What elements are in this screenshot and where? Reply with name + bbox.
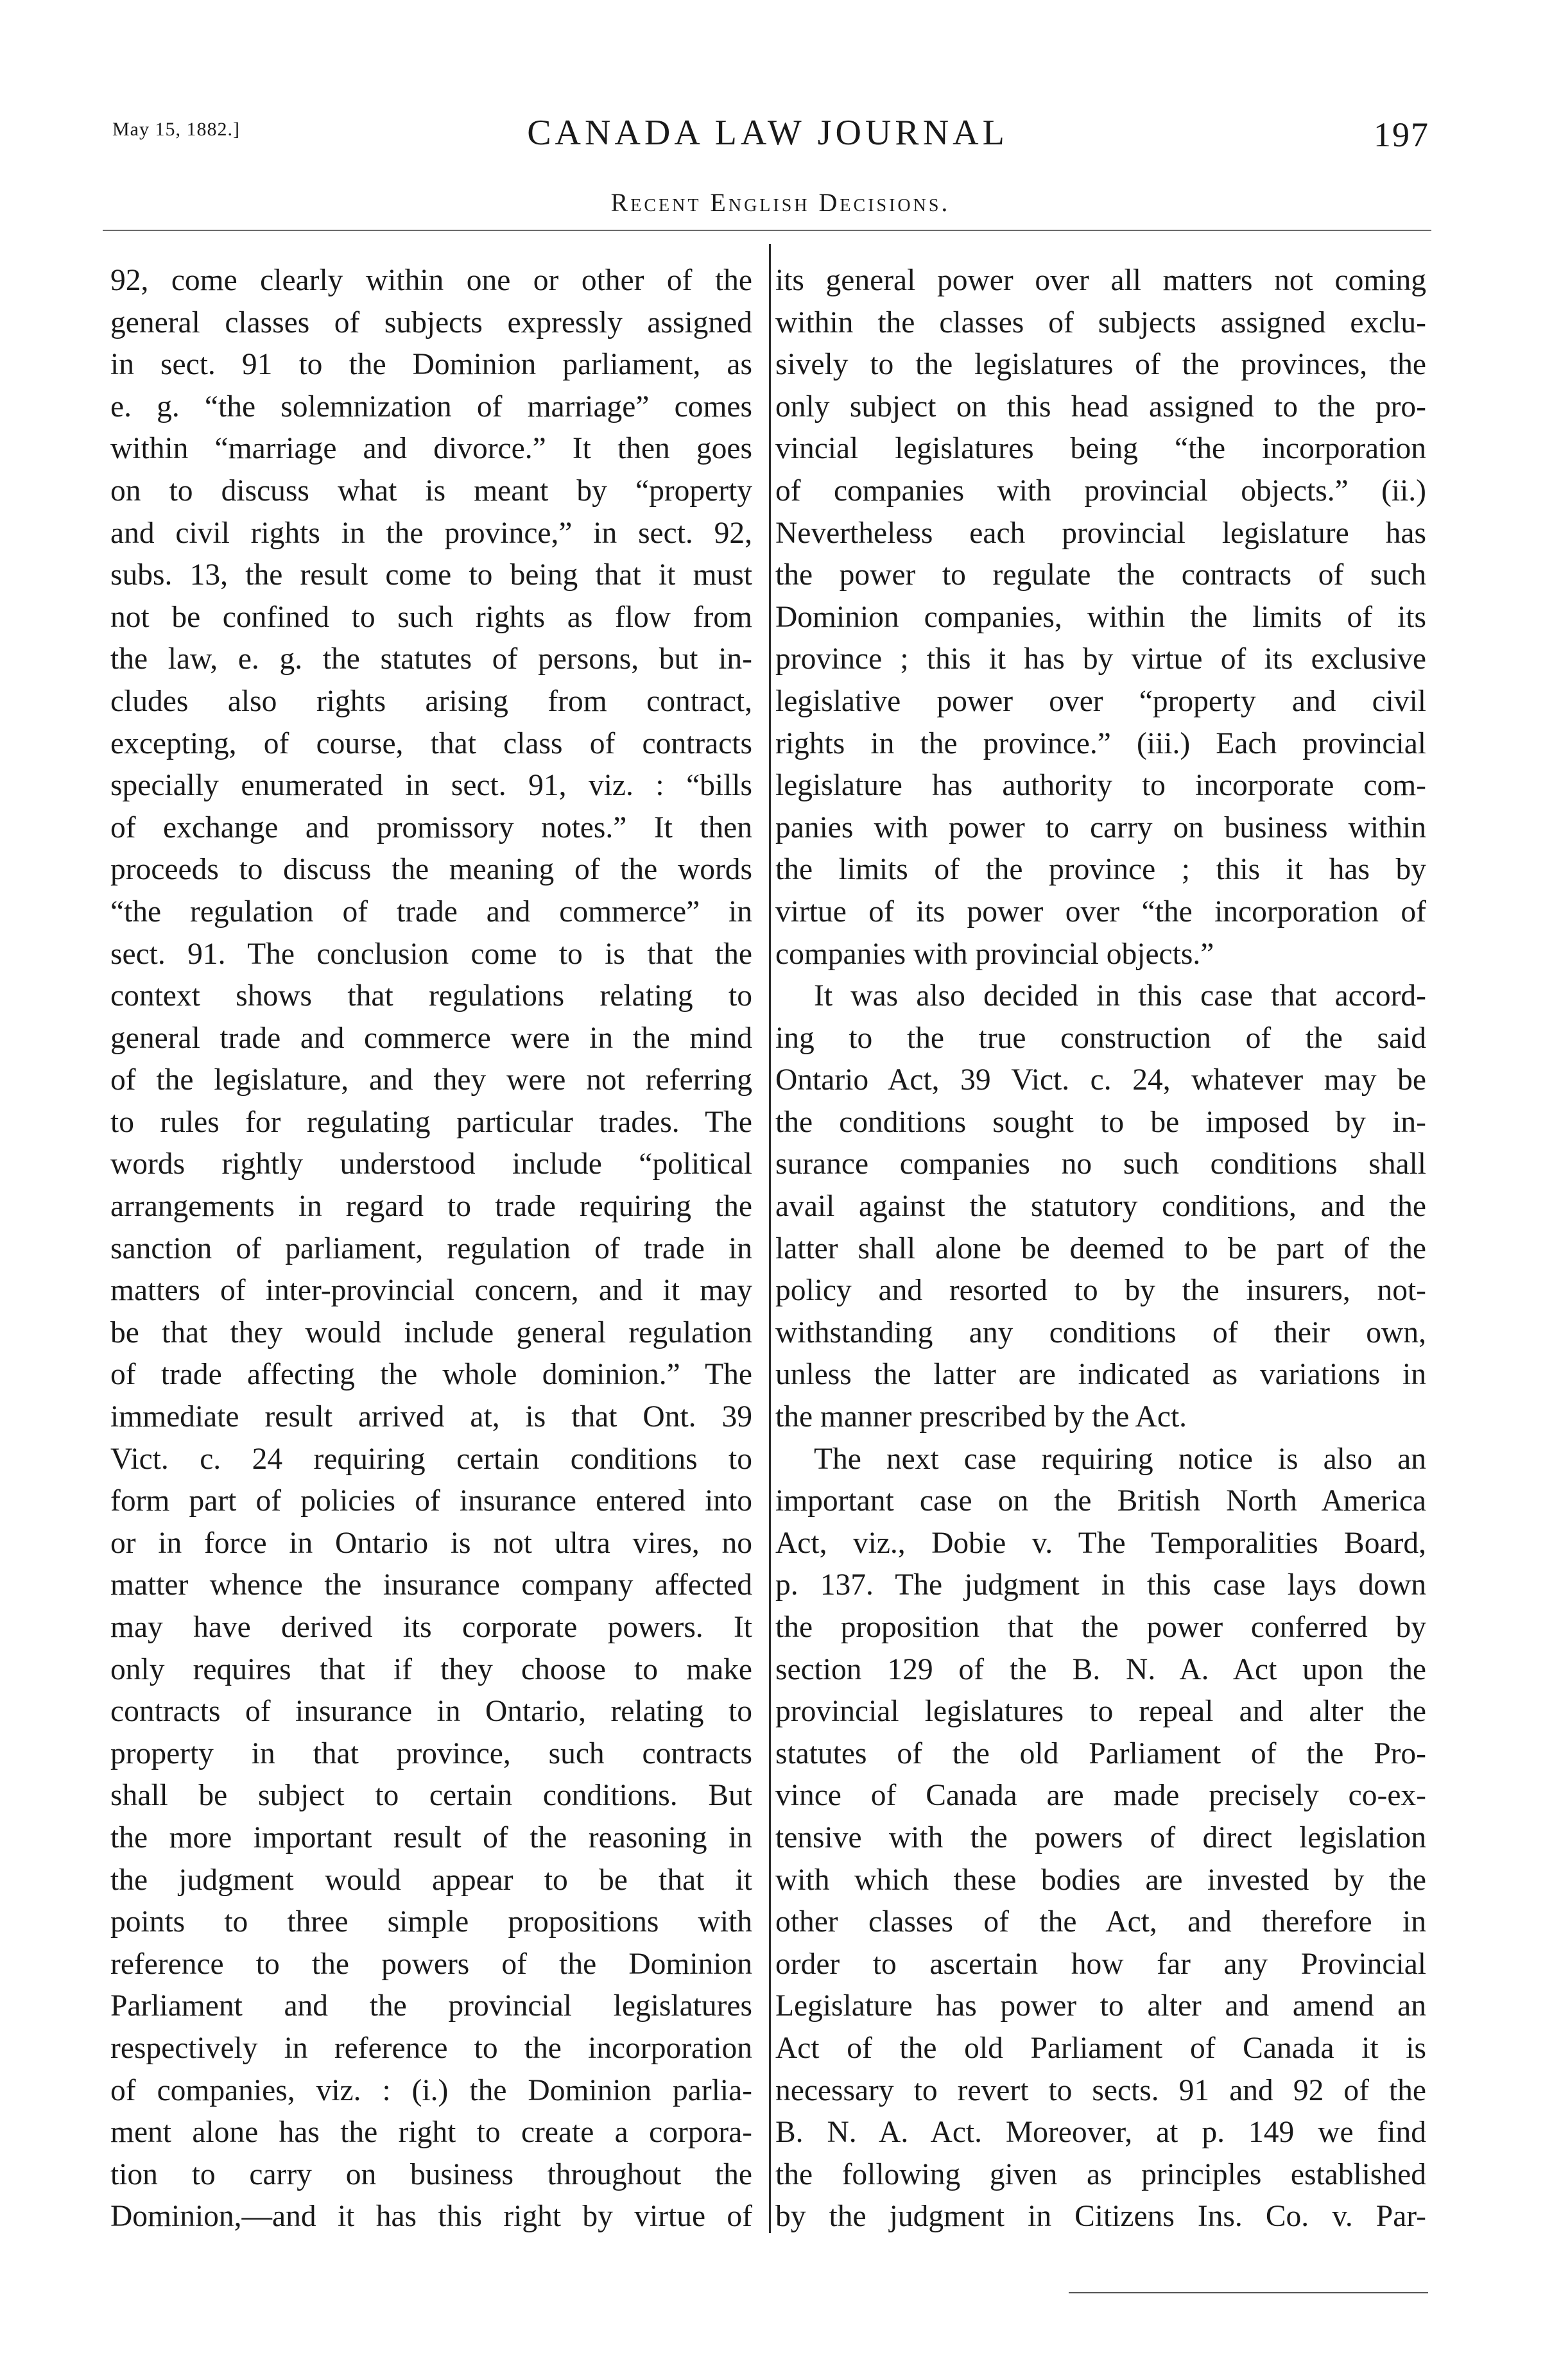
right-column <box>775 260 1426 2238</box>
text-line: reference to the powers of the Dominion <box>110 1947 752 1981</box>
text-line: points to three simple propositions with <box>110 1905 752 1939</box>
text-line: Act, viz., Dobie v. The Temporalities Board, <box>775 1526 1426 1560</box>
text-line: Legislature has power to alter and amend an <box>775 1989 1426 2023</box>
text-line: avail against the statutory conditions, and the <box>775 1190 1426 1224</box>
text-line: the law, e. g. the statutes of persons, but in- <box>110 642 752 676</box>
text-line: the proposition that the power conferred by <box>775 1611 1426 1644</box>
header-rule <box>103 230 1431 231</box>
text-line: companies with provincial objects.” <box>775 937 1214 971</box>
text-line: legislature has authority to incorporate com- <box>775 769 1426 803</box>
text-line: unless the latter are indicated as variations in <box>775 1358 1426 1392</box>
text-line: its general power over all matters not coming <box>775 264 1426 297</box>
text-line: panies with power to carry on business within <box>775 810 1426 844</box>
text-line: policy and resorted to by the insurers, not- <box>775 1274 1426 1308</box>
text-line: proceeds to discuss the meaning of the words <box>110 853 752 887</box>
text-line: of the legislature, and they were not referring <box>110 1063 752 1097</box>
text-line: necessary to revert to sects. 91 and 92 of the <box>775 2073 1426 2107</box>
text-line: of trade affecting the whole dominion.” The <box>110 1358 752 1392</box>
text-line: ment alone has the right to create a corpora- <box>110 2116 752 2150</box>
section-title: Recent English Decisions. <box>610 188 951 217</box>
text-line: specially enumerated in sect. 91, viz. : “bills <box>110 769 752 803</box>
text-line: in sect. 91 to the Dominion parliament, as <box>110 348 752 382</box>
text-line: of companies, viz. : (i.) the Dominion parlia- <box>110 2073 752 2107</box>
text-line: sect. 91. The conclusion come to is that the <box>110 937 752 971</box>
text-line: sively to the legislatures of the provinces, the <box>775 348 1426 382</box>
text-line: matter whence the insurance company affected <box>110 1568 752 1602</box>
footer-rule <box>1069 2292 1428 2293</box>
text-line: Parliament and the provincial legislatures <box>110 1989 752 2023</box>
text-line: with which these bodies are invested by the <box>775 1863 1426 1897</box>
text-line: provincial legislatures to repeal and alter the <box>775 1695 1426 1729</box>
text-line: general classes of subjects expressly assigned <box>110 305 752 339</box>
text-line: only requires that if they choose to make <box>110 1652 752 1686</box>
text-line: tensive with the powers of direct legislation <box>775 1820 1426 1854</box>
text-line: p. 137. The judgment in this case lays down <box>775 1568 1426 1602</box>
text-line: of companies with provincial objects.” (ii.) <box>775 474 1426 508</box>
text-line: legislative power over “property and civil <box>775 684 1426 718</box>
paragraph-first-line: It was also decided in this case that accord- <box>814 979 1426 1013</box>
text-line: arrangements in regard to trade requiring the <box>110 1190 752 1224</box>
text-line: the power to regulate the contracts of such <box>775 558 1426 592</box>
running-header <box>106 112 1429 164</box>
text-line: and civil rights in the province,” in sect. 92, <box>110 516 752 550</box>
text-line: tion to carry on business throughout the <box>110 2157 752 2191</box>
text-line: the more important result of the reasoning in <box>110 1820 752 1854</box>
text-line: B. N. A. Act. Moreover, at p. 149 we find <box>775 2116 1426 2150</box>
text-line: surance companies no such conditions shall <box>775 1147 1426 1181</box>
issue-date: May 15, 1882.] <box>112 119 240 140</box>
text-line: Vict. c. 24 requiring certain conditions to <box>110 1442 752 1476</box>
text-line: property in that province, such contracts <box>110 1736 752 1770</box>
text-line: rights in the province.” (iii.) Each provincial <box>775 726 1426 760</box>
text-line: vincial legislatures being “the incorporation <box>775 432 1426 466</box>
text-line: contracts of insurance in Ontario, relating to <box>110 1695 752 1729</box>
text-line: other classes of the Act, and therefore in <box>775 1905 1426 1939</box>
text-line: on to discuss what is meant by “property <box>110 474 752 508</box>
text-line: virtue of its power over “the incorporation of <box>775 895 1426 929</box>
text-line: vince of Canada are made precisely co-ex- <box>775 1779 1426 1813</box>
text-line: context shows that regulations relating to <box>110 979 752 1013</box>
text-line: important case on the British North America <box>775 1484 1426 1518</box>
left-column <box>110 260 752 2238</box>
text-line: withstanding any conditions of their own, <box>775 1315 1426 1349</box>
text-line: be that they would include general regulation <box>110 1315 752 1349</box>
text-line: province ; this it has by virtue of its exclusive <box>775 642 1426 676</box>
text-line: Dominion companies, within the limits of its <box>775 600 1426 634</box>
text-line: subs. 13, the result come to being that it must <box>110 558 752 592</box>
text-line: immediate result arrived at, is that Ont. 39 <box>110 1400 752 1434</box>
text-line: 92, come clearly within one or other of the <box>110 264 752 297</box>
paragraph-first-line: The next case requiring notice is also an <box>814 1442 1426 1476</box>
text-line: shall be subject to certain conditions. But <box>110 1779 752 1813</box>
journal-title: CANADA LAW JOURNAL <box>527 113 1008 153</box>
text-line: Dominion,—and it has this right by virtue of <box>110 2200 752 2234</box>
text-line: cludes also rights arising from contract, <box>110 684 752 718</box>
text-line: not be confined to such rights as flow from <box>110 600 752 634</box>
text-line: Act of the old Parliament of Canada it is <box>775 2031 1426 2065</box>
column-divider <box>769 244 771 2233</box>
text-line: order to ascertain how far any Provincial <box>775 1947 1426 1981</box>
text-line: may have derived its corporate powers. It <box>110 1611 752 1644</box>
text-line: only subject on this head assigned to the pro- <box>775 390 1426 424</box>
text-line: the judgment would appear to be that it <box>110 1863 752 1897</box>
text-line: ing to the true construction of the said <box>775 1021 1426 1055</box>
text-line: e. g. “the solemnization of marriage” comes <box>110 390 752 424</box>
text-line: excepting, of course, that class of contracts <box>110 726 752 760</box>
text-line: Ontario Act, 39 Vict. c. 24, whatever may be <box>775 1063 1426 1097</box>
text-line: latter shall alone be deemed to be part of the <box>775 1231 1426 1265</box>
text-line: of exchange and promissory notes.” It then <box>110 810 752 844</box>
text-line: Nevertheless each provincial legislature has <box>775 516 1426 550</box>
text-line: within “marriage and divorce.” It then goes <box>110 432 752 466</box>
text-line: form part of policies of insurance entered into <box>110 1484 752 1518</box>
text-line: to rules for regulating particular trades. The <box>110 1105 752 1139</box>
text-line: within the classes of subjects assigned exclu- <box>775 305 1426 339</box>
text-line: statutes of the old Parliament of the Pro- <box>775 1736 1426 1770</box>
text-line: matters of inter-provincial concern, and it may <box>110 1274 752 1308</box>
text-line: “the regulation of trade and commerce” in <box>110 895 752 929</box>
text-line: the conditions sought to be imposed by in- <box>775 1105 1426 1139</box>
text-line: words rightly understood include “political <box>110 1147 752 1181</box>
text-line: the manner prescribed by the Act. <box>775 1400 1187 1434</box>
text-line: or in force in Ontario is not ultra vires, no <box>110 1526 752 1560</box>
page-number: 197 <box>1374 116 1429 154</box>
text-line: general trade and commerce were in the mind <box>110 1021 752 1055</box>
text-line: the limits of the province ; this it has by <box>775 853 1426 887</box>
text-line: the following given as principles established <box>775 2157 1426 2191</box>
text-line: section 129 of the B. N. A. Act upon the <box>775 1652 1426 1686</box>
text-line: sanction of parliament, regulation of trade in <box>110 1231 752 1265</box>
text-line: respectively in reference to the incorporation <box>110 2031 752 2065</box>
text-line: by the judgment in Citizens Ins. Co. v. Par- <box>775 2200 1426 2234</box>
